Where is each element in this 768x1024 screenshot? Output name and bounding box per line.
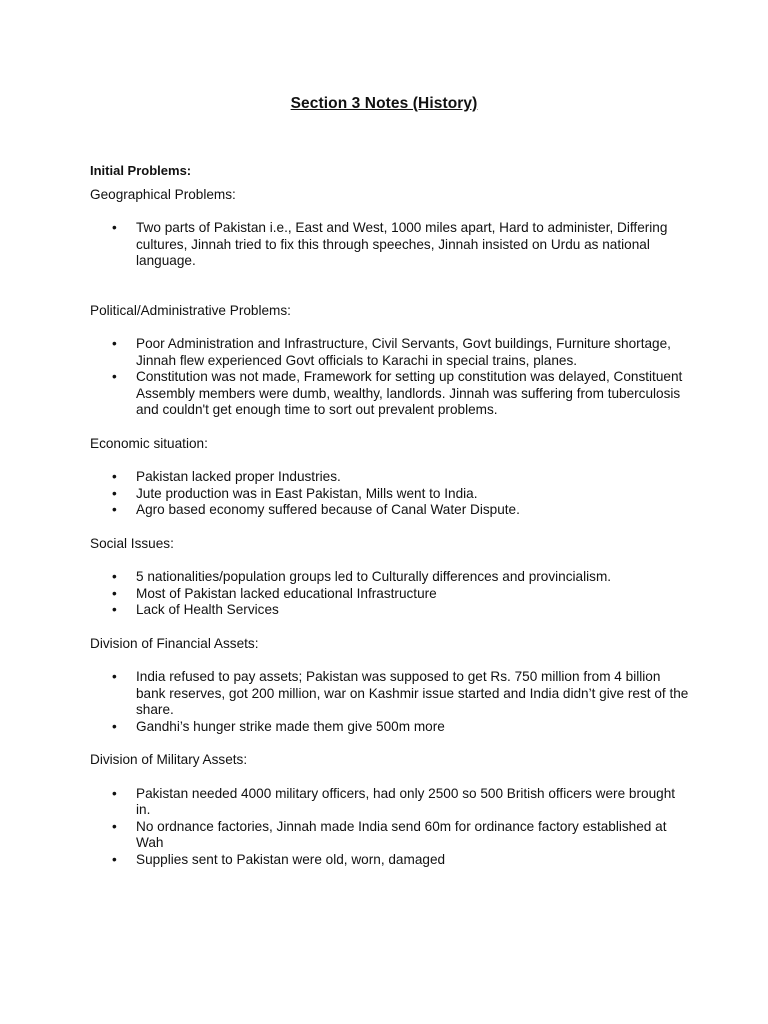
bullet-icon: • xyxy=(112,469,117,484)
section-heading-military: Division of Military Assets: xyxy=(90,752,248,767)
section-heading-geographical: Geographical Problems: xyxy=(90,186,236,202)
list-item: • Constitution was not made, Framework for setting up constitution was delayed, Constituent Assembly members were dumb, wealthy, landlords. Jinnah was suffering from tuberculosis and couldn't get enough time to sort out prevalent problems. xyxy=(112,369,683,417)
bullet-icon: • xyxy=(112,369,117,384)
bullet-icon: • xyxy=(112,851,117,867)
list-item: • Jute production was in East Pakistan, Mills went to India. xyxy=(112,485,478,501)
list-item: • Poor Administration and Infrastructure, Civil Servants, Govt buildings, Furniture shortage, Jinnah flew experienced Govt officials to Karachi in special trains, planes. xyxy=(112,336,671,368)
list-military xyxy=(90,786,690,869)
bullet-icon: • xyxy=(112,336,117,351)
bullet-icon: • xyxy=(112,602,117,617)
list-social xyxy=(90,569,690,619)
list-item: • Pakistan lacked proper Industries. xyxy=(112,469,341,484)
list-item: • 5 nationalities/population groups led to Culturally differences and provincialism. xyxy=(112,569,612,584)
list-item: • Supplies sent to Pakistan were old, worn, damaged xyxy=(112,851,446,867)
bullet-icon: • xyxy=(112,220,117,235)
list-financial xyxy=(90,669,690,735)
bullet-icon: • xyxy=(112,785,117,801)
list-item: • India refused to pay assets; Pakistan was supposed to get Rs. 750 million from 4 billion bank reserves, got 200 million, war on Kashmir issue started and India didn’t give rest of the share. xyxy=(112,669,689,717)
bullet-icon: • xyxy=(112,718,117,734)
bullet-icon: • xyxy=(112,569,117,584)
bullet-icon: • xyxy=(112,585,117,601)
notes-content xyxy=(90,163,690,868)
section-heading-social: Social Issues: xyxy=(90,535,174,551)
list-item: • Agro based economy suffered because of Canal Water Dispute. xyxy=(112,502,520,517)
list-item: • Lack of Health Services xyxy=(112,602,279,617)
list-political xyxy=(90,336,690,419)
section-heading-financial: Division of Financial Assets: xyxy=(90,635,259,651)
initial-problems-heading: Initial Problems: xyxy=(90,163,192,178)
list-geographical xyxy=(90,220,690,270)
list-item: • Most of Pakistan lacked educational Infrastructure xyxy=(112,585,437,601)
list-economic xyxy=(90,469,690,519)
list-item: • Gandhi’s hunger strike made them give 500m more xyxy=(112,718,445,734)
bullet-icon: • xyxy=(112,485,117,501)
bullet-icon: • xyxy=(112,502,117,517)
bullet-icon: • xyxy=(112,818,117,834)
bullet-icon: • xyxy=(112,669,117,684)
list-item: • Pakistan needed 4000 military officers, had only 2500 so 500 British officers were brought in. xyxy=(112,785,676,817)
section-heading-economic: Economic situation: xyxy=(90,435,208,451)
section-heading-political: Political/Administrative Problems: xyxy=(90,302,291,318)
list-item: • Two parts of Pakistan i.e., East and West, 1000 miles apart, Hard to administer, Differing cultures, Jinnah tried to fix this through speeches, Jinnah insisted on Urdu as national language. xyxy=(112,220,668,268)
page-title: Section 3 Notes (History) xyxy=(290,95,478,112)
list-item: • No ordnance factories, Jinnah made India send 60m for ordinance factory established at Wah xyxy=(112,818,667,850)
